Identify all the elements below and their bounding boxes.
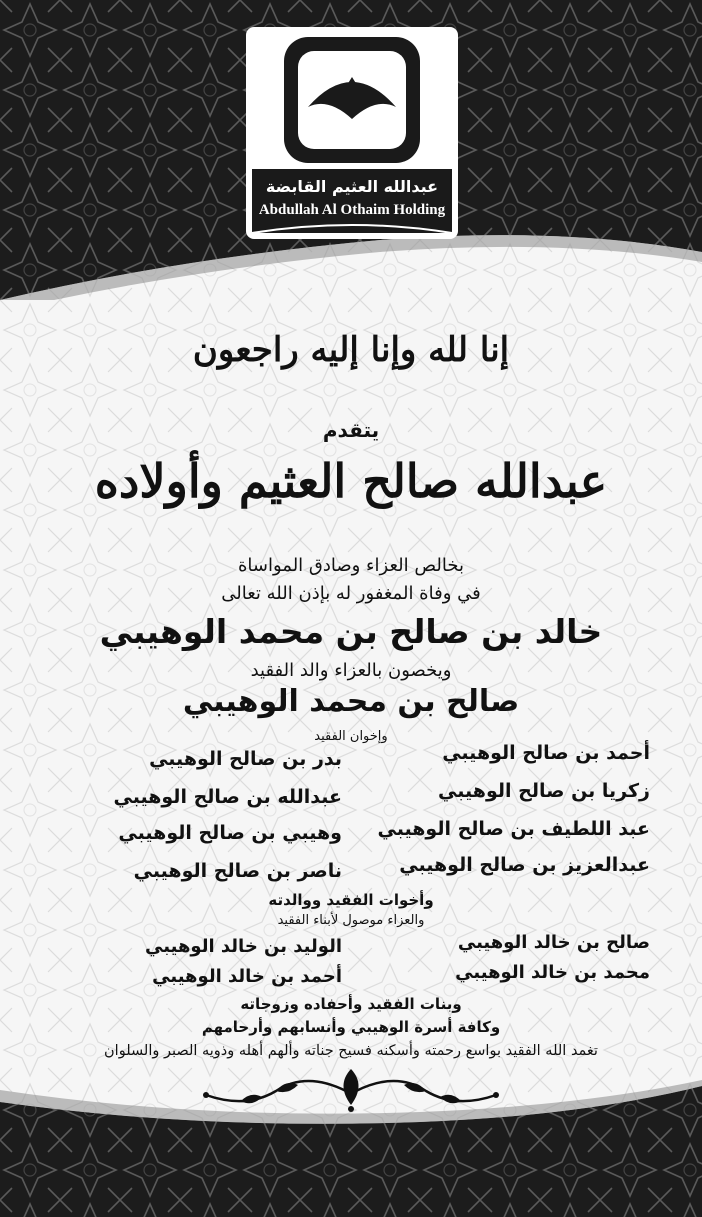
brothers-heading: وإخوان الفقيد xyxy=(314,729,388,744)
brother-name: وهيبي بن صالح الوهيبي xyxy=(118,822,342,844)
floral-ornament-icon xyxy=(186,1065,516,1115)
brother-name: عبدالعزيز بن صالح الوهيبي xyxy=(399,854,650,876)
logo-english-name: Abdullah Al Othaim Holding xyxy=(258,202,446,218)
sisters-line: وأخوات الفقيد ووالدته xyxy=(268,891,434,909)
condolence-line: بخالص العزاء وصادق المواساة xyxy=(237,555,464,576)
son-name: أحمد بن خالد الوهيبي xyxy=(152,966,342,987)
quran-verse: إنا لله وإنا إليه راجعون xyxy=(192,330,510,370)
father-name: صالح بن محمد الوهيبي xyxy=(182,684,520,719)
son-name: صالح بن خالد الوهيبي xyxy=(457,932,650,953)
sons-heading: والعزاء موصول لأبناء الفقيد xyxy=(277,913,425,928)
brother-name: عبدالله بن صالح الوهيبي xyxy=(113,786,342,808)
presenter-name: عبدالله صالح العثيم وأولاده xyxy=(94,454,608,508)
brother-name: عبد اللطيف بن صالح الوهيبي xyxy=(377,818,650,840)
logo-arabic-name: عبدالله العثيم القابضة xyxy=(265,177,439,196)
special-condolence-line: ويخصون بالعزاء والد الفقيد xyxy=(250,660,452,681)
family-line: وكافة أسرة الوهيبي وأنسابهم وأرحامهم xyxy=(201,1018,501,1036)
son-name: محمد بن خالد الوهيبي xyxy=(455,962,650,983)
son-name: الوليد بن خالد الوهيبي xyxy=(145,936,342,957)
passing-line: في وفاة المغفور له بإذن الله تعالى xyxy=(221,583,481,604)
deceased-name: خالد بن صالح بن محمد الوهيبي xyxy=(99,612,603,651)
brother-name: زكريا بن صالح الوهيبي xyxy=(438,780,650,802)
brother-name: أحمد بن صالح الوهيبي xyxy=(442,742,650,764)
company-logo xyxy=(246,27,458,239)
daughters-line: وبنات الفقيد وأحفاده وزوجاته xyxy=(240,995,462,1013)
presents-text: يتقدم xyxy=(322,418,380,442)
brother-name: بدر بن صالح الوهيبي xyxy=(149,748,342,770)
brother-name: ناصر بن صالح الوهيبي xyxy=(133,860,342,882)
prayer-line: تغمد الله الفقيد بواسع رحمته وأسكنه فسيح جناته وألهم أهله وذويه الصبر والسلوان xyxy=(104,1043,598,1059)
